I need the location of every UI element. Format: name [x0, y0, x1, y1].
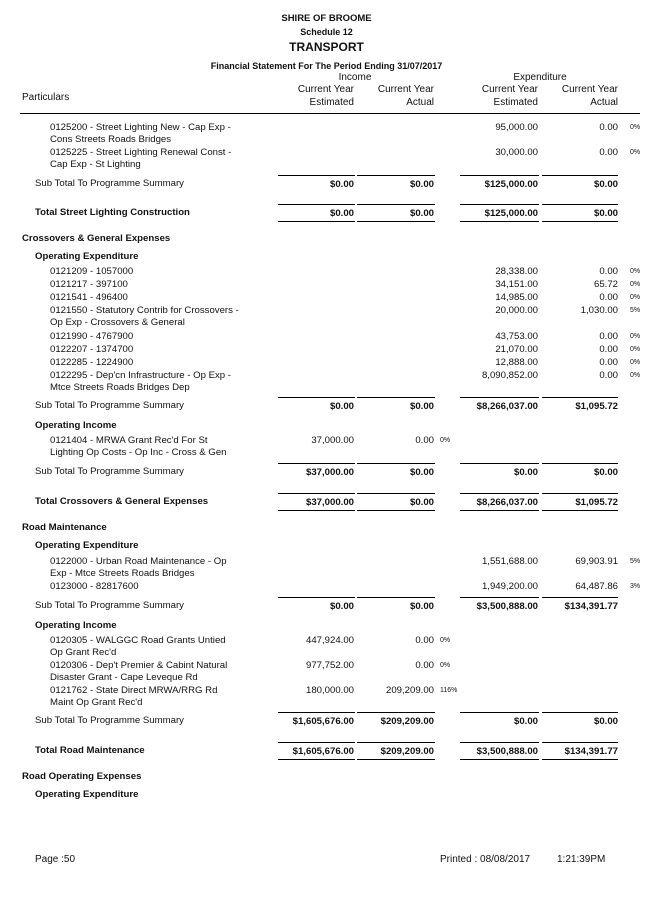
sum-rule [278, 597, 355, 598]
expenditure-actual-value: 0.00 [599, 344, 618, 355]
income-actual-value: 0.00 [415, 635, 434, 646]
expenditure-estimated-value: $3,500,888.00 [476, 746, 538, 757]
item-label-line2: Cons Streets Roads Bridges [50, 134, 172, 145]
sum-rule [278, 204, 355, 205]
page-number: Page :50 [35, 854, 76, 865]
section-label: Road Operating Expenses [22, 771, 142, 782]
income-percent: 0% [440, 637, 451, 644]
expenditure-percent: 0% [630, 346, 641, 353]
item-label: 0122295 - Dep'cn Infrastructure - Op Exp - [50, 370, 232, 381]
printed-time: 1:21:39PM [557, 854, 606, 865]
header-divider [20, 113, 640, 114]
sum-rule [542, 597, 618, 598]
item-label-line2: Op Grant Rec'd [50, 647, 117, 658]
sum-rule [278, 397, 355, 398]
item-label: 0125225 - Street Lighting Renewal Const - [50, 147, 232, 158]
sum-rule [460, 712, 539, 713]
expenditure-estimated-value: 12,888.00 [495, 357, 538, 368]
total-underline [278, 759, 355, 760]
subtotal-label: Sub Total To Programme Summary [35, 715, 184, 726]
expenditure-estimated-heading-line1: Current Year [481, 84, 538, 95]
sum-rule [542, 463, 618, 464]
expenditure-estimated-value: 34,151.00 [495, 279, 538, 290]
income-actual-value: $209,209.00 [380, 746, 434, 757]
expenditure-estimated-heading-line2: Estimated [493, 97, 538, 108]
income-estimated-value: 977,752.00 [305, 660, 354, 671]
expenditure-estimated-value: 1,949,200.00 [481, 581, 538, 592]
subsection-label: Operating Income [35, 420, 117, 431]
item-label: 0122207 - 1374700 [50, 344, 134, 355]
income-estimated-value: $0.00 [329, 601, 354, 612]
income-estimated-value: 180,000.00 [305, 685, 354, 696]
expenditure-estimated-value: 8,090,852.00 [481, 370, 538, 381]
program-title: TRANSPORT [289, 40, 364, 54]
income-estimated-value: $0.00 [329, 208, 354, 219]
income-actual-value: $209,209.00 [380, 716, 434, 727]
total-label: Total Crossovers & General Expenses [35, 496, 209, 507]
item-label-line2: Op Exp - Crossovers & General [50, 317, 185, 328]
sum-rule [278, 463, 355, 464]
subtotal-label: Sub Total To Programme Summary [35, 600, 184, 611]
expenditure-actual-heading-line2: Actual [590, 97, 618, 108]
particulars-heading: Particulars [22, 92, 70, 103]
expenditure-actual-value: $0.00 [593, 208, 618, 219]
expenditure-actual-value: 0.00 [599, 370, 618, 381]
expenditure-percent: 0% [630, 281, 641, 288]
expenditure-percent: 0% [630, 268, 641, 275]
expenditure-actual-value: $1,095.72 [575, 401, 618, 412]
expenditure-percent: 3% [630, 583, 641, 590]
income-actual-value: 0.00 [415, 660, 434, 671]
total-underline [278, 510, 355, 511]
item-label: 0125200 - Street Lighting New - Cap Exp - [50, 122, 231, 133]
item-label: 0120305 - WALGGC Road Grants Untied [50, 635, 226, 646]
income-estimated-value: 37,000.00 [311, 435, 354, 446]
sum-rule [357, 597, 435, 598]
subtotal-label: Sub Total To Programme Summary [35, 466, 184, 477]
expenditure-estimated-value: $8,266,037.00 [476, 401, 538, 412]
subsection-label: Operating Expenditure [35, 251, 139, 262]
income-estimated-value: $1,605,676.00 [292, 716, 354, 727]
expenditure-estimated-value: 20,000.00 [495, 305, 538, 316]
income-estimated-value: $37,000.00 [305, 497, 354, 508]
expenditure-estimated-value: 14,985.00 [495, 292, 538, 303]
sum-rule [542, 493, 618, 494]
item-label-line2: Lighting Op Costs - Op Inc - Cross & Gen [50, 447, 227, 458]
sum-rule [278, 493, 355, 494]
item-label: 0120306 - Dep't Premier & Cabint Natural [50, 660, 228, 671]
sum-rule [542, 742, 618, 743]
income-estimated-heading-line2: Estimated [309, 97, 354, 108]
expenditure-actual-heading-line1: Current Year [561, 84, 618, 95]
sum-rule [542, 204, 618, 205]
sum-rule [357, 493, 435, 494]
income-actual-heading-line2: Actual [406, 97, 434, 108]
item-label: 0121762 - State Direct MRWA/RRG Rd [50, 685, 218, 696]
income-actual-value: 0.00 [415, 435, 434, 446]
expenditure-estimated-value: $3,500,888.00 [476, 601, 538, 612]
sum-rule [278, 712, 355, 713]
total-underline [460, 221, 539, 222]
sum-rule [278, 742, 355, 743]
sum-rule [357, 204, 435, 205]
section-label: Crossovers & General Expenses [22, 233, 171, 244]
total-underline [542, 510, 618, 511]
expenditure-actual-value: $0.00 [593, 179, 618, 190]
income-actual-value: 209,209.00 [385, 685, 434, 696]
expenditure-percent: 0% [630, 359, 641, 366]
sum-rule [460, 493, 539, 494]
item-label: 0121550 - Statutory Contrib for Crossovers - [50, 305, 239, 316]
sum-rule [460, 597, 539, 598]
income-percent: 0% [440, 662, 451, 669]
sum-rule [357, 397, 435, 398]
income-actual-heading-line1: Current Year [377, 84, 434, 95]
item-label-line2: Disaster Grant - Cape Leveque Rd [50, 672, 198, 683]
item-label-line2: Cap Exp - St Lighting [50, 159, 141, 170]
expenditure-actual-value: 64,487.86 [575, 581, 618, 592]
sum-rule [542, 175, 618, 176]
sum-rule [460, 742, 539, 743]
expenditure-actual-value: 0.00 [599, 292, 618, 303]
expenditure-estimated-value: $125,000.00 [484, 208, 538, 219]
expenditure-estimated-value: 30,000.00 [495, 147, 538, 158]
item-label: 0121404 - MRWA Grant Rec'd For St [50, 435, 208, 446]
income-actual-value: $0.00 [409, 401, 434, 412]
expenditure-percent: 0% [630, 294, 641, 301]
expenditure-estimated-value: 28,338.00 [495, 266, 538, 277]
income-estimated-value: $37,000.00 [305, 467, 354, 478]
sum-rule [542, 397, 618, 398]
expenditure-estimated-value: 1,551,688.00 [481, 556, 538, 567]
income-actual-value: $0.00 [409, 208, 434, 219]
item-label: 0122285 - 1224900 [50, 357, 134, 368]
expenditure-actual-value: $134,391.77 [564, 601, 618, 612]
income-percent: 0% [440, 437, 451, 444]
income-estimated-value: $0.00 [329, 401, 354, 412]
sum-rule [357, 175, 435, 176]
expenditure-percent: 0% [630, 372, 641, 379]
sum-rule [278, 175, 355, 176]
expenditure-percent: 5% [630, 558, 641, 565]
expenditure-estimated-value: $125,000.00 [484, 179, 538, 190]
sum-rule [460, 175, 539, 176]
expenditure-estimated-value: 43,753.00 [495, 331, 538, 342]
income-actual-value: $0.00 [409, 467, 434, 478]
item-label: 0123000 - 82817600 [50, 581, 139, 592]
expenditure-estimated-value: $8,266,037.00 [476, 497, 538, 508]
expenditure-estimated-value: 21,070.00 [495, 344, 538, 355]
expenditure-actual-value: 0.00 [599, 357, 618, 368]
expenditure-actual-value: 0.00 [599, 331, 618, 342]
sum-rule [357, 712, 435, 713]
expenditure-actual-value: 69,903.91 [575, 556, 618, 567]
total-underline [357, 759, 435, 760]
expenditure-actual-value: $0.00 [593, 467, 618, 478]
item-label: 0121217 - 397100 [50, 279, 128, 290]
total-label: Total Road Maintenance [35, 745, 145, 756]
section-label: Road Maintenance [22, 522, 107, 533]
income-actual-value: $0.00 [409, 601, 434, 612]
total-underline [278, 221, 355, 222]
expenditure-estimated-value: $0.00 [513, 716, 538, 727]
expenditure-percent: 0% [630, 124, 641, 131]
total-underline [542, 221, 618, 222]
total-underline [542, 759, 618, 760]
sum-rule [460, 463, 539, 464]
income-estimated-value: $1,605,676.00 [292, 746, 354, 757]
total-underline [357, 221, 435, 222]
org-name: SHIRE OF BROOME [281, 13, 372, 24]
subsection-label: Operating Expenditure [35, 789, 139, 800]
total-label: Total Street Lighting Construction [35, 207, 190, 218]
income-actual-value: $0.00 [409, 497, 434, 508]
statement-title: Financial Statement For The Period Ending 31/07/2017 [210, 61, 443, 71]
item-label-line2: Maint Op Grant Rec'd [50, 697, 143, 708]
income-estimated-heading-line1: Current Year [297, 84, 354, 95]
expenditure-actual-value: 1,030.00 [580, 305, 618, 316]
expenditure-actual-value: $1,095.72 [575, 497, 618, 508]
item-label-line2: Mtce Streets Roads Bridges Dep [50, 382, 190, 393]
total-underline [357, 510, 435, 511]
sum-rule [460, 397, 539, 398]
income-percent: 116% [440, 687, 458, 694]
total-underline [460, 759, 539, 760]
item-label: 0121541 - 496400 [50, 292, 128, 303]
income-estimated-value: $0.00 [329, 179, 354, 190]
schedule-number: Schedule 12 [300, 27, 353, 37]
expenditure-actual-value: 0.00 [599, 266, 618, 277]
sum-rule [357, 463, 435, 464]
expenditure-actual-value: 65.72 [593, 279, 618, 290]
expenditure-estimated-value: $0.00 [513, 467, 538, 478]
total-underline [460, 510, 539, 511]
income-actual-value: $0.00 [409, 179, 434, 190]
expenditure-actual-value: $0.00 [593, 716, 618, 727]
sum-rule [357, 742, 435, 743]
expenditure-group-heading: Expenditure [513, 72, 567, 83]
item-label-line2: Exp - Mtce Streets Roads Bridges [50, 568, 195, 579]
sum-rule [542, 712, 618, 713]
subsection-label: Operating Income [35, 620, 117, 631]
sum-rule [460, 204, 539, 205]
expenditure-actual-value: $134,391.77 [564, 746, 618, 757]
subsection-label: Operating Expenditure [35, 540, 139, 551]
income-estimated-value: 447,924.00 [305, 635, 354, 646]
expenditure-percent: 5% [630, 307, 641, 314]
item-label: 0121990 - 4767900 [50, 331, 134, 342]
item-label: 0122000 - Urban Road Maintenance - Op [50, 556, 227, 567]
expenditure-actual-value: 0.00 [599, 122, 618, 133]
item-label: 0121209 - 1057000 [50, 266, 134, 277]
subtotal-label: Sub Total To Programme Summary [35, 178, 184, 189]
expenditure-estimated-value: 95,000.00 [495, 122, 538, 133]
expenditure-actual-value: 0.00 [599, 147, 618, 158]
printed-date: Printed : 08/08/2017 [440, 854, 531, 865]
expenditure-percent: 0% [630, 149, 641, 156]
subtotal-label: Sub Total To Programme Summary [35, 400, 184, 411]
expenditure-percent: 0% [630, 333, 641, 340]
income-group-heading: Income [338, 72, 372, 83]
